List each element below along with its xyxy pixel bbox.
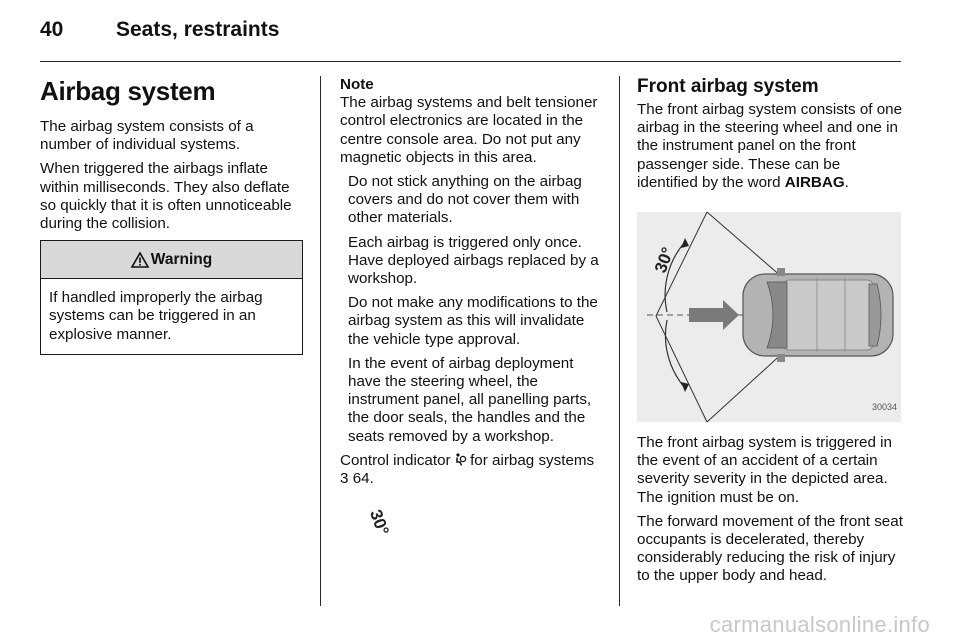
angle-arc-bottom	[665, 320, 685, 388]
impact-direction-arrow	[689, 300, 739, 330]
control-indicator-paragraph	[340, 452, 606, 488]
watermark: carmanualsonline.info	[709, 612, 930, 637]
reference-arrow-icon: 3	[340, 470, 349, 488]
warning-triangle-icon	[131, 252, 149, 268]
car-top-view	[743, 268, 893, 362]
forward-movement-paragraph: The forward movement of the front seat occupants is decelerated, thereby considerably reducing the risk of injury to the upper body and head.	[637, 512, 903, 585]
control-text-before: Control indicator	[340, 451, 451, 469]
front-airbag-intro	[637, 101, 903, 192]
warning-text: If handled improperly the airbag systems can be triggered in an explosive manner.	[49, 289, 263, 343]
control-text-after: for airbag systems	[470, 451, 595, 469]
column-left	[40, 76, 303, 355]
header-divider	[40, 61, 901, 62]
airbag-indicator-icon	[455, 453, 466, 466]
angle-label-top: 30°	[650, 244, 678, 276]
airbag-keyword: AIRBAG	[784, 173, 845, 191]
note-paragraph: The airbag systems and belt tensioner control electronics are located in the centre console area. Do not put any magnetic objects in this area.	[340, 94, 598, 166]
intro-text: The front airbag system consists of one airbag in the steering wheel and one in the instrument panel on the front passenger side. These can be identified by the word	[637, 101, 903, 191]
warning-title: Warning	[150, 250, 213, 268]
triggered-paragraph: The front airbag system is triggered in the event of an accident of a certain severity severity in the depicted area. The ignition must be on.	[637, 434, 892, 506]
note-paragraph: Do not make any modifications to the airbag system as this will invalidate the vehicle type approval.	[348, 294, 598, 348]
angle-line-bottom	[656, 316, 707, 422]
column-divider-right	[619, 76, 620, 606]
intro-paragraph: The airbag system consists of a number of individual systems.	[40, 118, 254, 154]
note-paragraph: Do not stick anything on the airbag covers and do not cover them with other materials.	[348, 173, 582, 227]
warning-box	[40, 240, 303, 355]
section-title: Seats, restraints	[116, 18, 280, 41]
warning-header	[41, 241, 302, 279]
page-number: 40	[40, 18, 64, 41]
note-paragraph: In the event of airbag deployment have the steering wheel, the instrument panel, all panelling parts, the door seals, the handles and the seats removed by a workshop.	[348, 354, 592, 445]
note-title: Note	[340, 76, 374, 93]
arc-arrowhead-bottom	[681, 382, 689, 392]
airbag-system-heading: Airbag system	[40, 76, 216, 106]
column-middle	[340, 76, 606, 494]
reference-page-link[interactable]: 64.	[352, 470, 374, 488]
figure-id: 30034	[871, 401, 897, 412]
note-paragraph: Each airbag is triggered only once. Have deployed airbags replaced by a workshop.	[348, 233, 599, 288]
arc-arrowhead-top	[681, 238, 689, 248]
trigger-paragraph: When triggered the airbags inflate within milliseconds. They also deflate so quickly that it is often unnoticeable during the collision.	[40, 160, 292, 233]
column-divider-left	[320, 76, 321, 606]
intro-end: .	[844, 173, 849, 191]
angle-label-bottom: 30°	[365, 507, 393, 538]
front-airbag-heading: Front airbag system	[637, 76, 819, 97]
